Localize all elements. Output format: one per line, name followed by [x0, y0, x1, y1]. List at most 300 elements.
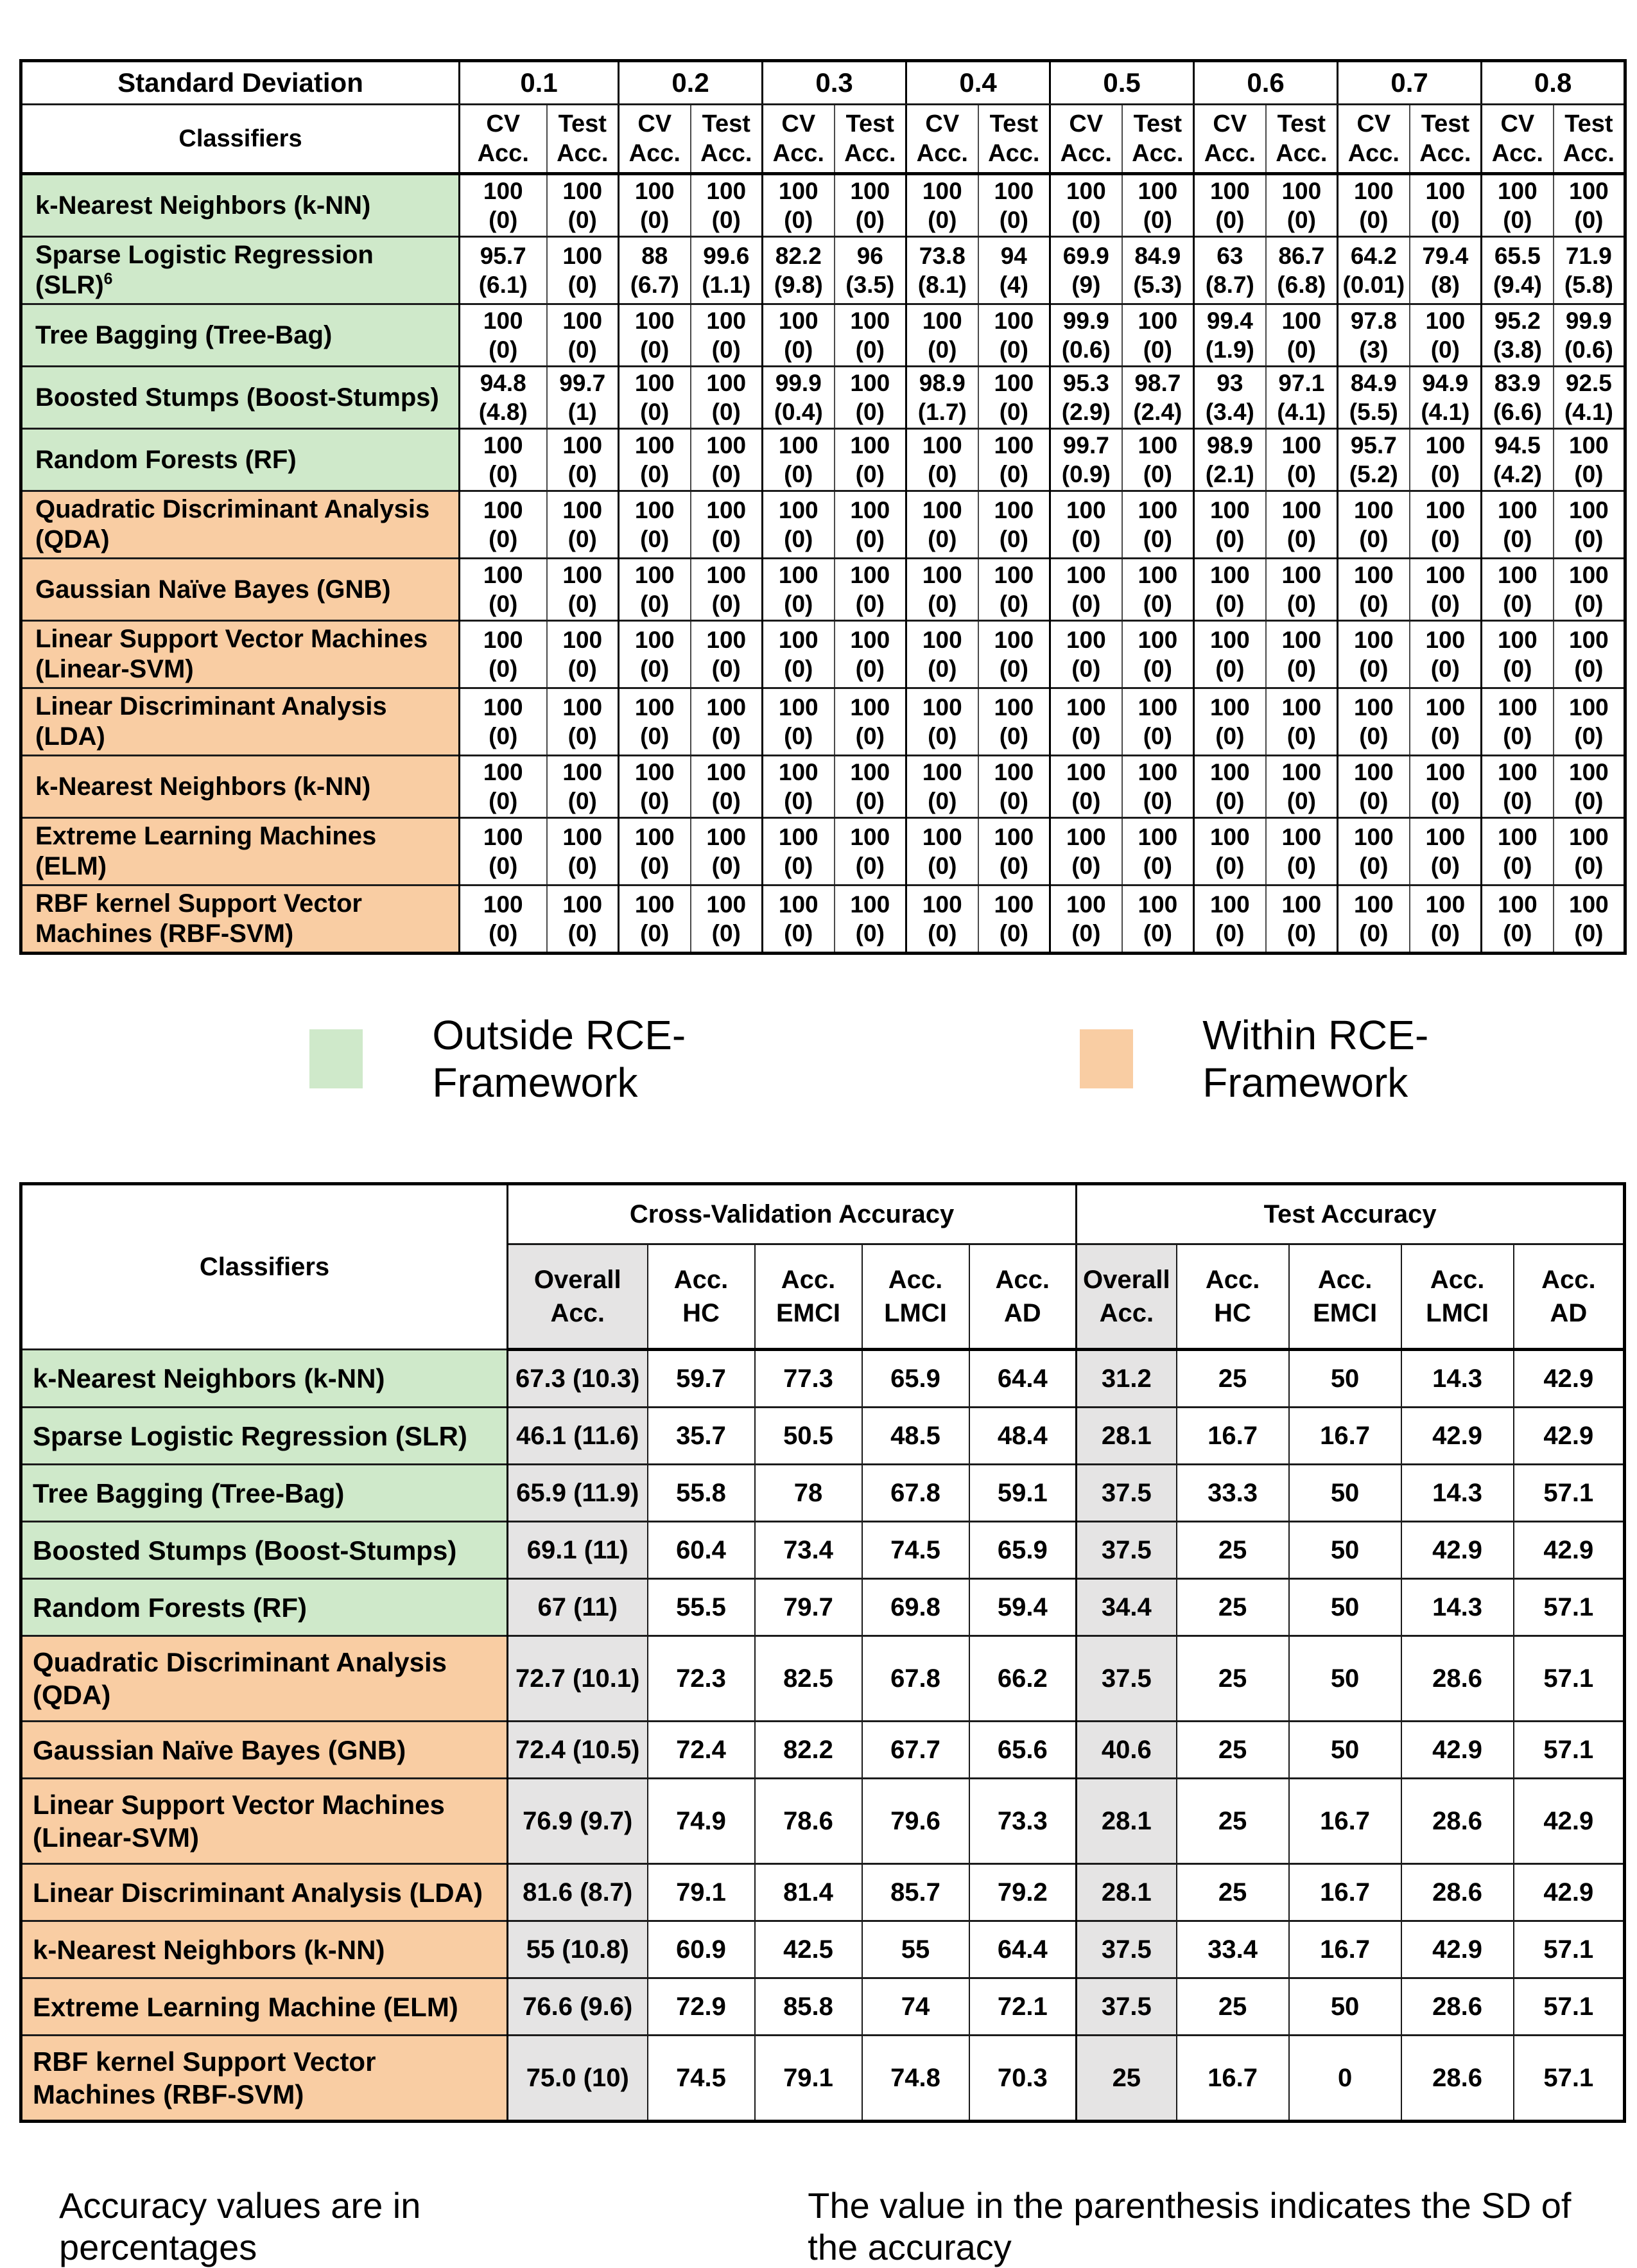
- overall-accuracy-cell: 76.6 (9.6): [508, 1978, 648, 2036]
- accuracy-cell: 100 (0): [1410, 174, 1482, 237]
- accuracy-cell: 100 (0): [1554, 885, 1625, 954]
- accuracy-cell: 99.9 (0.6): [1554, 304, 1625, 367]
- accuracy-cell: 64.4: [969, 1350, 1077, 1408]
- accuracy-cell: 94 (4): [978, 237, 1050, 304]
- accuracy-cell: 82.5: [755, 1636, 862, 1722]
- classifier-name: Extreme Learning Machines (ELM): [21, 818, 460, 885]
- accuracy-cell: 100 (0): [619, 756, 691, 818]
- classifier-name: Sparse Logistic Regression (SLR): [21, 1408, 508, 1465]
- table1-row: [21, 237, 1625, 304]
- accuracy-cell: 100 (0): [1554, 621, 1625, 688]
- accuracy-cell: 0: [1289, 2036, 1401, 2122]
- accuracy-cell: 100 (0): [619, 559, 691, 621]
- orange-swatch: [1080, 1029, 1133, 1088]
- accuracy-cell: 99.9 (0.6): [1050, 304, 1122, 367]
- accuracy-cell: 88 (6.7): [619, 237, 691, 304]
- test-acc-header: Test Acc.: [1122, 105, 1194, 174]
- accuracy-cell: 98.9 (2.1): [1194, 429, 1266, 491]
- accuracy-cell: 71.9 (5.8): [1554, 237, 1625, 304]
- accuracy-cell: 100 (0): [460, 174, 547, 237]
- accuracy-cell: 100 (0): [906, 429, 978, 491]
- accuracy-cell: 100 (0): [1266, 491, 1338, 559]
- accuracy-cell: 42.5: [755, 1921, 862, 1978]
- test-acc-header: Test Acc.: [691, 105, 763, 174]
- accuracy-cell: 50.5: [755, 1408, 862, 1465]
- classifier-name: k-Nearest Neighbors (k-NN): [21, 1921, 508, 1978]
- sub-header-acc: Acc. AD: [969, 1244, 1077, 1350]
- classifier-name: Gaussian Naïve Bayes (GNB): [21, 559, 460, 621]
- accuracy-cell: 100 (0): [1050, 621, 1122, 688]
- table1-row: [21, 491, 1625, 559]
- table2-row: [21, 1921, 1625, 1978]
- accuracy-cell: 16.7: [1289, 1408, 1401, 1465]
- accuracy-cell: 100 (0): [619, 174, 691, 237]
- accuracy-cell: 16.7: [1177, 1408, 1289, 1465]
- accuracy-cell: 100 (0): [619, 818, 691, 885]
- accuracy-cell: 100 (0): [1482, 559, 1554, 621]
- overall-accuracy-cell: 72.4 (10.5): [508, 1722, 648, 1779]
- accuracy-cell: 72.9: [648, 1978, 755, 2036]
- accuracy-cell: 84.9 (5.5): [1338, 367, 1410, 429]
- accuracy-cell: 100 (0): [547, 818, 619, 885]
- cv-acc-header: CV Acc.: [906, 105, 978, 174]
- accuracy-cell: 79.4 (8): [1410, 237, 1482, 304]
- footnotes: [59, 2185, 1621, 2268]
- accuracy-cell: 100 (0): [763, 304, 835, 367]
- accuracy-cell: 100 (0): [691, 491, 763, 559]
- accuracy-cell: 64.4: [969, 1921, 1077, 1978]
- accuracy-cell: 74: [862, 1978, 969, 2036]
- accuracy-cell: 42.9: [1401, 1522, 1514, 1579]
- accuracy-cell: 50: [1289, 1465, 1401, 1522]
- classifier-name: Gaussian Naïve Bayes (GNB): [21, 1722, 508, 1779]
- accuracy-cell: 100 (0): [547, 237, 619, 304]
- accuracy-cell: 100 (0): [1122, 818, 1194, 885]
- accuracy-cell: 100 (0): [1050, 688, 1122, 756]
- accuracy-cell: 100 (0): [978, 174, 1050, 237]
- table1-row: [21, 367, 1625, 429]
- accuracy-cell: 100 (0): [978, 367, 1050, 429]
- accuracy-cell: 100 (0): [1194, 559, 1266, 621]
- accuracy-cell: 100 (0): [1050, 491, 1122, 559]
- accuracy-cell: 100 (0): [978, 429, 1050, 491]
- accuracy-cell: 85.7: [862, 1864, 969, 1921]
- accuracy-cell: 100 (0): [1410, 559, 1482, 621]
- accuracy-cell: 16.7: [1177, 2036, 1289, 2122]
- accuracy-cell: 100 (0): [1194, 174, 1266, 237]
- accuracy-cell: 95.2 (3.8): [1482, 304, 1554, 367]
- classifier-name: RBF kernel Support Vector Machines (RBF-SVM): [21, 2036, 508, 2122]
- overall-accuracy-cell: 28.1: [1077, 1779, 1177, 1864]
- sd-accuracy-table: [19, 59, 1627, 955]
- accuracy-cell: 100 (0): [460, 688, 547, 756]
- accuracy-cell: 74.9: [648, 1779, 755, 1864]
- accuracy-group-header-row: [21, 1184, 1625, 1244]
- accuracy-cell: 67.7: [862, 1722, 969, 1779]
- accuracy-cell: 73.3: [969, 1779, 1077, 1864]
- accuracy-cell: 69.9 (9): [1050, 237, 1122, 304]
- accuracy-cell: 48.4: [969, 1408, 1077, 1465]
- accuracy-cell: 100 (0): [763, 491, 835, 559]
- accuracy-cell: 16.7: [1289, 1864, 1401, 1921]
- accuracy-cell: 100 (0): [1338, 621, 1410, 688]
- accuracy-cell: 100 (0): [1050, 756, 1122, 818]
- accuracy-cell: 100 (0): [835, 429, 906, 491]
- accuracy-cell: 42.9: [1514, 1408, 1625, 1465]
- accuracy-cell: 50: [1289, 1350, 1401, 1408]
- accuracy-cell: 100 (0): [1122, 688, 1194, 756]
- accuracy-cell: 57.1: [1514, 1465, 1625, 1522]
- overall-accuracy-cell: 75.0 (10): [508, 2036, 648, 2122]
- accuracy-cell: 100 (0): [1122, 174, 1194, 237]
- overall-accuracy-cell: 72.7 (10.1): [508, 1636, 648, 1722]
- accuracy-cell: 78.6: [755, 1779, 862, 1864]
- classifiers-header: Classifiers: [21, 105, 460, 174]
- accuracy-cell: 65.9: [862, 1350, 969, 1408]
- accuracy-cell: 100 (0): [835, 559, 906, 621]
- sub-header-acc: Acc. EMCI: [755, 1244, 862, 1350]
- overall-accuracy-cell: 25: [1077, 2036, 1177, 2122]
- accuracy-cell: 33.3: [1177, 1465, 1289, 1522]
- classifier-name: Quadratic Discriminant Analysis (QDA): [21, 1636, 508, 1722]
- overall-accuracy-cell: 37.5: [1077, 1636, 1177, 1722]
- accuracy-cell: 28.6: [1401, 1978, 1514, 2036]
- accuracy-cell: 67.8: [862, 1636, 969, 1722]
- accuracy-cell: 79.1: [755, 2036, 862, 2122]
- accuracy-cell: 99.9 (0.4): [763, 367, 835, 429]
- accuracy-cell: 84.9 (5.3): [1122, 237, 1194, 304]
- overall-accuracy-cell: 67.3 (10.3): [508, 1350, 648, 1408]
- accuracy-cell: 100 (0): [1554, 688, 1625, 756]
- sd-level-header: 0.2: [619, 61, 763, 105]
- classifier-name: k-Nearest Neighbors (k-NN): [21, 756, 460, 818]
- test-acc-header: Test Acc.: [1554, 105, 1625, 174]
- accuracy-cell: 100 (0): [1482, 688, 1554, 756]
- accuracy-cell: 64.2 (0.01): [1338, 237, 1410, 304]
- accuracy-cell: 100 (0): [1338, 174, 1410, 237]
- accuracy-cell: 14.3: [1401, 1350, 1514, 1408]
- accuracy-cell: 100 (0): [1410, 429, 1482, 491]
- accuracy-cell: 99.7 (1): [547, 367, 619, 429]
- classifier-name: RBF kernel Support Vector Machines (RBF-SVM): [21, 885, 460, 954]
- accuracy-cell: 82.2 (9.8): [763, 237, 835, 304]
- accuracy-cell: 100 (0): [460, 304, 547, 367]
- accuracy-cell: 100 (0): [1338, 559, 1410, 621]
- overall-accuracy-cell: 69.1 (11): [508, 1522, 648, 1579]
- classifier-name: Boosted Stumps (Boost-Stumps): [21, 1522, 508, 1579]
- accuracy-cell: 25: [1177, 1779, 1289, 1864]
- accuracy-cell: 100 (0): [835, 688, 906, 756]
- accuracy-cell: 100 (0): [1410, 304, 1482, 367]
- accuracy-cell: 25: [1177, 1722, 1289, 1779]
- accuracy-cell: 63 (8.7): [1194, 237, 1266, 304]
- table1-row: [21, 818, 1625, 885]
- accuracy-cell: 42.9: [1401, 1722, 1514, 1779]
- accuracy-cell: 72.1: [969, 1978, 1077, 2036]
- classifier-name: Random Forests (RF): [21, 1579, 508, 1636]
- accuracy-cell: 100 (0): [1266, 559, 1338, 621]
- accuracy-cell: 100 (0): [1554, 818, 1625, 885]
- accuracy-cell: 100 (0): [1194, 885, 1266, 954]
- classifiers-header-2: Classifiers: [21, 1184, 508, 1350]
- accuracy-cell: 85.8: [755, 1978, 862, 2036]
- classifier-name: Boosted Stumps (Boost-Stumps): [21, 367, 460, 429]
- accuracy-cell: 100 (0): [1266, 174, 1338, 237]
- accuracy-cell: 100 (0): [1194, 818, 1266, 885]
- sd-header-row: [21, 61, 1625, 105]
- table2-row: [21, 1579, 1625, 1636]
- sd-level-header: 0.1: [460, 61, 619, 105]
- table1-row: [21, 429, 1625, 491]
- accuracy-cell: 73.8 (8.1): [906, 237, 978, 304]
- accuracy-cell: 100 (0): [619, 491, 691, 559]
- accuracy-cell: 100 (0): [691, 367, 763, 429]
- accuracy-cell: 83.9 (6.6): [1482, 367, 1554, 429]
- accuracy-cell: 100 (0): [763, 429, 835, 491]
- accuracy-cell: 42.9: [1514, 1350, 1625, 1408]
- accuracy-cell: 100 (0): [1194, 491, 1266, 559]
- sd-level-header: 0.3: [763, 61, 906, 105]
- sd-level-header: 0.7: [1338, 61, 1482, 105]
- accuracy-cell: 100 (0): [906, 885, 978, 954]
- accuracy-cell: 81.4: [755, 1864, 862, 1921]
- accuracy-cell: 25: [1177, 1864, 1289, 1921]
- accuracy-cell: 100 (0): [763, 756, 835, 818]
- accuracy-cell: 50: [1289, 1522, 1401, 1579]
- footnote-sd: The value in the parenthesis indicates the SD of the accuracy: [808, 2185, 1572, 2267]
- accuracy-cell: 100 (0): [619, 367, 691, 429]
- accuracy-cell: 95.7 (6.1): [460, 237, 547, 304]
- accuracy-cell: 57.1: [1514, 1579, 1625, 1636]
- accuracy-cell: 66.2: [969, 1636, 1077, 1722]
- accuracy-cell: 57.1: [1514, 1921, 1625, 1978]
- accuracy-cell: 100 (0): [619, 688, 691, 756]
- accuracy-cell: 100 (0): [906, 818, 978, 885]
- sub-header-acc: Acc. AD: [1514, 1244, 1625, 1350]
- accuracy-cell: 100 (0): [1050, 885, 1122, 954]
- accuracy-cell: 57.1: [1514, 2036, 1625, 2122]
- overall-accuracy-cell: 65.9 (11.9): [508, 1465, 648, 1522]
- cv-acc-header: CV Acc.: [460, 105, 547, 174]
- legend-item-outside: [309, 1011, 878, 1106]
- accuracy-cell: 96 (3.5): [835, 237, 906, 304]
- accuracy-cell: 100 (0): [1266, 621, 1338, 688]
- overall-accuracy-cell: 37.5: [1077, 1465, 1177, 1522]
- accuracy-cell: 100 (0): [978, 304, 1050, 367]
- test-acc-header: Test Acc.: [835, 105, 906, 174]
- classifier-name: Linear Discriminant Analysis (LDA): [21, 1864, 508, 1921]
- accuracy-cell: 42.9: [1401, 1408, 1514, 1465]
- accuracy-cell: 100 (0): [460, 621, 547, 688]
- accuracy-cell: 100 (0): [978, 688, 1050, 756]
- accuracy-cell: 94.9 (4.1): [1410, 367, 1482, 429]
- accuracy-cell: 95.7 (5.2): [1338, 429, 1410, 491]
- cv-acc-header: CV Acc.: [619, 105, 691, 174]
- accuracy-cell: 100 (0): [1410, 688, 1482, 756]
- accuracy-cell: 100 (0): [1482, 621, 1554, 688]
- accuracy-cell: 100 (0): [1554, 559, 1625, 621]
- accuracy-cell: 100 (0): [460, 885, 547, 954]
- accuracy-cell: 100 (0): [547, 174, 619, 237]
- accuracy-cell: 100 (0): [835, 885, 906, 954]
- accuracy-cell: 94.8 (4.8): [460, 367, 547, 429]
- accuracy-cell: 57.1: [1514, 1722, 1625, 1779]
- table1-row: [21, 304, 1625, 367]
- accuracy-cell: 100 (0): [1410, 885, 1482, 954]
- accuracy-cell: 100 (0): [691, 621, 763, 688]
- table2-row: [21, 1350, 1625, 1408]
- accuracy-cell: 42.9: [1514, 1864, 1625, 1921]
- accuracy-cell: 100 (0): [763, 885, 835, 954]
- classifier-name: Sparse Logistic Regression (SLR)$^6$: [21, 237, 460, 304]
- accuracy-cell: 100 (0): [978, 756, 1050, 818]
- accuracy-cell: 100 (0): [763, 688, 835, 756]
- accuracy-cell: 100 (0): [763, 174, 835, 237]
- table2-row: [21, 1465, 1625, 1522]
- overall-accuracy-cell: 55 (10.8): [508, 1921, 648, 1978]
- sub-header-acc: Acc. LMCI: [862, 1244, 969, 1350]
- cv-acc-header: CV Acc.: [763, 105, 835, 174]
- table1-row: [21, 621, 1625, 688]
- accuracy-cell: 100 (0): [1122, 304, 1194, 367]
- accuracy-cell: 97.1 (4.1): [1266, 367, 1338, 429]
- accuracy-cell: 16.7: [1289, 1921, 1401, 1978]
- accuracy-cell: 100 (0): [1122, 491, 1194, 559]
- accuracy-cell: 60.4: [648, 1522, 755, 1579]
- accuracy-cell: 28.6: [1401, 1636, 1514, 1722]
- accuracy-cell: 100 (0): [547, 756, 619, 818]
- classifier-name: Quadratic Discriminant Analysis (QDA): [21, 491, 460, 559]
- accuracy-cell: 92.5 (4.1): [1554, 367, 1625, 429]
- legend: [309, 1011, 1621, 1106]
- accuracy-cell: 35.7: [648, 1408, 755, 1465]
- sd-level-header: 0.4: [906, 61, 1050, 105]
- accuracy-cell: 100 (0): [1338, 756, 1410, 818]
- accuracy-cell: 100 (0): [763, 818, 835, 885]
- overall-accuracy-cell: 37.5: [1077, 1522, 1177, 1579]
- accuracy-cell: 25: [1177, 1522, 1289, 1579]
- test-acc-header: Test Acc.: [1266, 105, 1338, 174]
- cv-acc-header: CV Acc.: [1338, 105, 1410, 174]
- accuracy-cell: 100 (0): [460, 756, 547, 818]
- table2-row: [21, 1864, 1625, 1921]
- accuracy-cell: 100 (0): [460, 491, 547, 559]
- accuracy-cell: 100 (0): [691, 818, 763, 885]
- accuracy-cell: 100 (0): [1122, 429, 1194, 491]
- overall-accuracy-cell: 28.1: [1077, 1864, 1177, 1921]
- accuracy-cell: 100 (0): [547, 491, 619, 559]
- overall-accuracy-cell: 46.1 (11.6): [508, 1408, 648, 1465]
- accuracy-cell: 100 (0): [835, 621, 906, 688]
- accuracy-cell: 100 (0): [1122, 885, 1194, 954]
- accuracy-cell: 100 (0): [1338, 491, 1410, 559]
- accuracy-cell: 69.8: [862, 1579, 969, 1636]
- accuracy-cell: 72.4: [648, 1722, 755, 1779]
- accuracy-cell: 14.3: [1401, 1579, 1514, 1636]
- accuracy-cell: 67.8: [862, 1465, 969, 1522]
- accuracy-cell: 55.5: [648, 1579, 755, 1636]
- accuracy-cell: 28.6: [1401, 1864, 1514, 1921]
- accuracy-cell: 100 (0): [1554, 491, 1625, 559]
- cv-acc-header: CV Acc.: [1194, 105, 1266, 174]
- sub-header-acc: Acc. HC: [1177, 1244, 1289, 1350]
- accuracy-cell: 100 (0): [460, 818, 547, 885]
- sd-level-header: 0.6: [1194, 61, 1338, 105]
- accuracy-cell: 100 (0): [1266, 818, 1338, 885]
- accuracy-cell: 100 (0): [978, 621, 1050, 688]
- accuracy-cell: 100 (0): [906, 559, 978, 621]
- overall-accuracy-cell: 76.9 (9.7): [508, 1779, 648, 1864]
- standard-deviation-header: Standard Deviation: [21, 61, 460, 105]
- classifier-name: k-Nearest Neighbors (k-NN): [21, 174, 460, 237]
- accuracy-cell: 100 (0): [691, 304, 763, 367]
- accuracy-cell: 59.1: [969, 1465, 1077, 1522]
- accuracy-cell: 100 (0): [619, 885, 691, 954]
- accuracy-cell: 57.1: [1514, 1978, 1625, 2036]
- accuracy-cell: 100 (0): [978, 885, 1050, 954]
- accuracy-cell: 100 (0): [1122, 756, 1194, 818]
- accuracy-cell: 100 (0): [547, 304, 619, 367]
- classifier-name: Linear Support Vector Machines (Linear-SVM): [21, 621, 460, 688]
- legend-within-label: Within RCE-Framework: [1202, 1012, 1429, 1106]
- test-acc-header: Test Acc.: [978, 105, 1050, 174]
- accuracy-cell: 59.4: [969, 1579, 1077, 1636]
- table2-row: [21, 1779, 1625, 1864]
- accuracy-cell: 100 (0): [691, 559, 763, 621]
- accuracy-cell: 100 (0): [978, 559, 1050, 621]
- overall-accuracy-cell: 34.4: [1077, 1579, 1177, 1636]
- accuracy-cell: 98.9 (1.7): [906, 367, 978, 429]
- sub-header-acc: Acc. HC: [648, 1244, 755, 1350]
- cv-accuracy-group-header: Cross-Validation Accuracy: [508, 1184, 1077, 1244]
- accuracy-cell: 86.7 (6.8): [1266, 237, 1338, 304]
- accuracy-cell: 100 (0): [547, 688, 619, 756]
- accuracy-cell: 28.6: [1401, 1779, 1514, 1864]
- accuracy-cell: 100 (0): [1194, 688, 1266, 756]
- accuracy-cell: 25: [1177, 1579, 1289, 1636]
- table1-row: [21, 885, 1625, 954]
- accuracy-cell: 16.7: [1289, 1779, 1401, 1864]
- table1-row: [21, 688, 1625, 756]
- accuracy-cell: 93 (3.4): [1194, 367, 1266, 429]
- sub-header-acc: Acc. LMCI: [1401, 1244, 1514, 1350]
- accuracy-cell: 97.8 (3): [1338, 304, 1410, 367]
- accuracy-cell: 100 (0): [1338, 818, 1410, 885]
- accuracy-cell: 100 (0): [835, 174, 906, 237]
- accuracy-cell: 25: [1177, 1636, 1289, 1722]
- accuracy-cell: 79.6: [862, 1779, 969, 1864]
- footnote-percentages: Accuracy values are in percentages: [59, 2185, 421, 2267]
- accuracy-cell: 100 (0): [1482, 756, 1554, 818]
- accuracy-cell: 100 (0): [1050, 174, 1122, 237]
- accuracy-cell: 74.5: [648, 2036, 755, 2122]
- table1-row: [21, 174, 1625, 237]
- accuracy-cell: 72.3: [648, 1636, 755, 1722]
- table2-row: [21, 1978, 1625, 2036]
- accuracy-cell: 100 (0): [906, 621, 978, 688]
- accuracy-cell: 94.5 (4.2): [1482, 429, 1554, 491]
- accuracy-cell: 100 (0): [1410, 491, 1482, 559]
- accuracy-cell: 100 (0): [691, 429, 763, 491]
- overall-accuracy-cell: 28.1: [1077, 1408, 1177, 1465]
- classifier-name: Linear Support Vector Machines (Linear-SVM): [21, 1779, 508, 1864]
- accuracy-cell: 100 (0): [691, 174, 763, 237]
- accuracy-cell: 100 (0): [835, 491, 906, 559]
- accuracy-cell: 50: [1289, 1636, 1401, 1722]
- table2-row: [21, 1722, 1625, 1779]
- accuracy-cell: 42.9: [1401, 1921, 1514, 1978]
- accuracy-cell: 100 (0): [1266, 304, 1338, 367]
